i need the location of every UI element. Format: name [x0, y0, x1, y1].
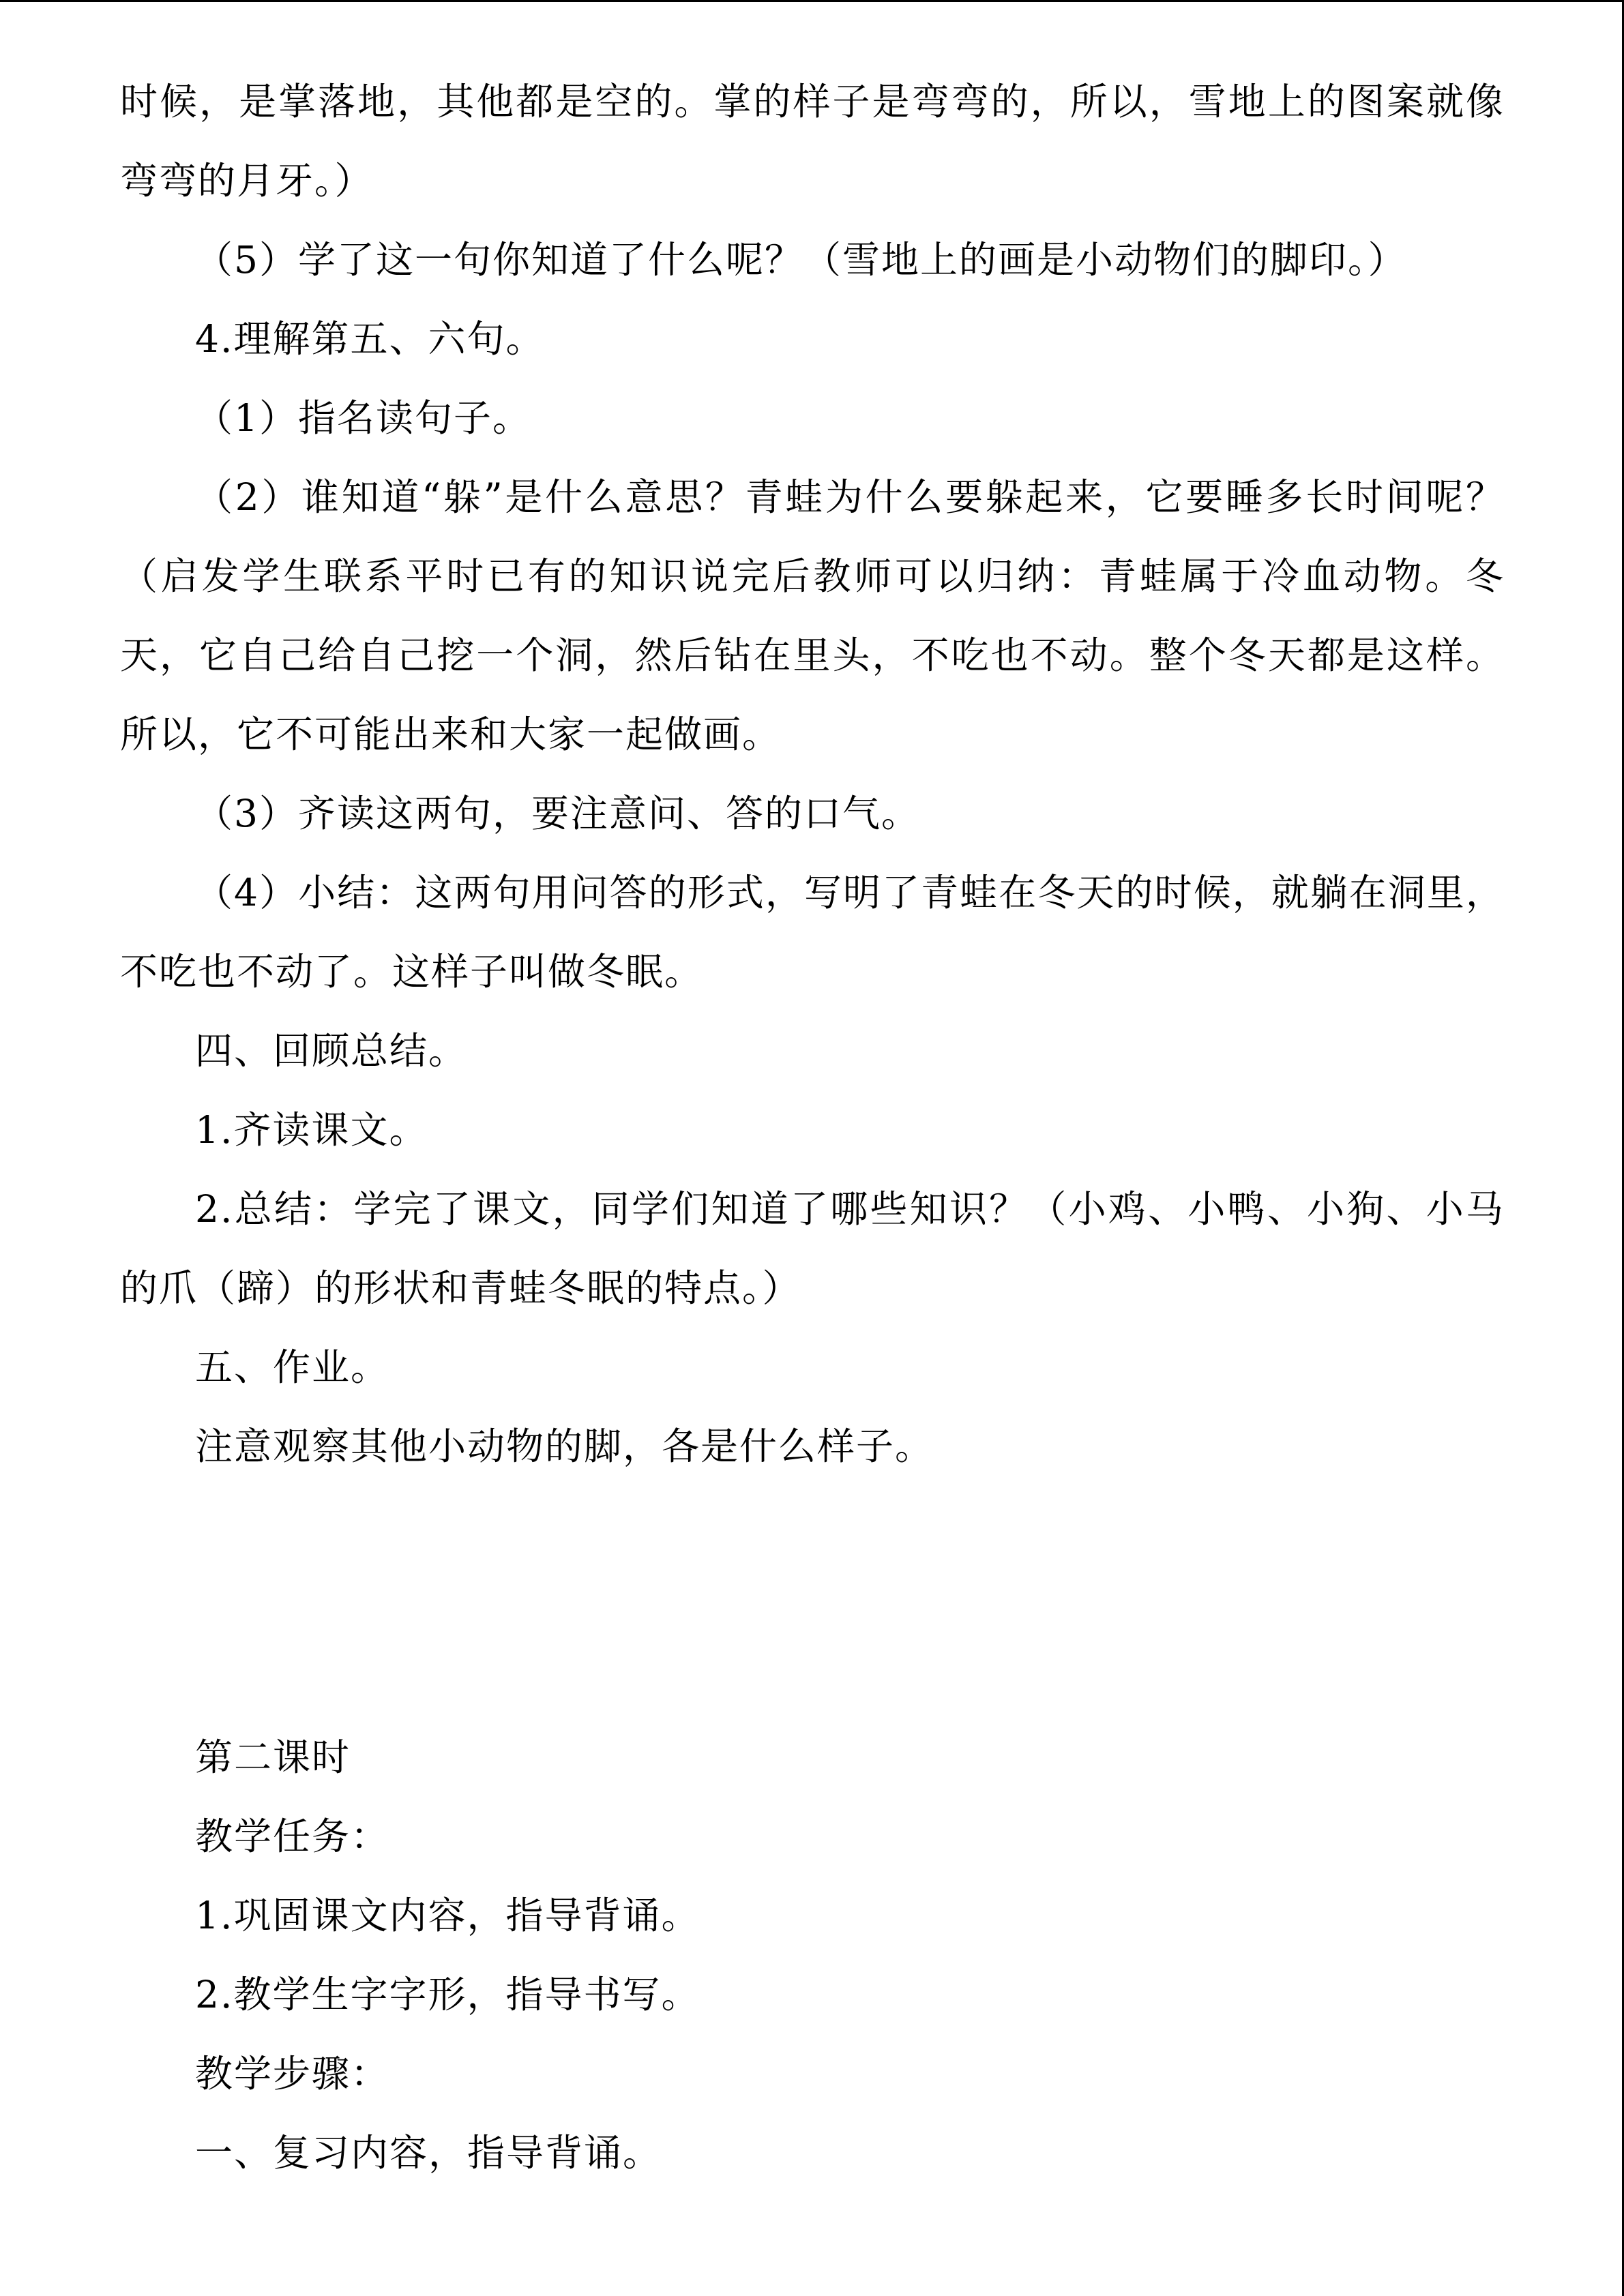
paragraph: （1）指名读句子。 — [195, 396, 531, 440]
paragraph: 2.教学生字字形，指导书写。 — [195, 1973, 700, 2016]
paragraph: 时候，是掌落地，其他都是空的。掌的样子是弯弯的，所以，雪地上的图案就像弯弯的月牙。） — [120, 80, 1505, 203]
section-heading: 四、回顾总结。 — [195, 1029, 468, 1073]
lesson-title: 第二课时 — [195, 1735, 351, 1779]
paragraph: （2）谁知道“躲”是什么意思？青蛙为什么要躲起来，它要睡多长时间呢？（启发学生联系平时已有的知识说完后教师可以归纳：青蛙属于冷血动物。冬天，它自己给自己挖一个洞，然后钻在里头，不吃也不动。整个冬天都是这样。所以，它不可能出来和大家一起做画。 — [120, 475, 1505, 756]
paragraph: 1.齐读课文。 — [195, 1108, 428, 1152]
paragraph: 4.理解第五、六句。 — [195, 317, 545, 361]
section-top — [120, 62, 1505, 1486]
section-heading: 五、作业。 — [195, 1345, 390, 1389]
section-heading: 教学步骤： — [195, 2052, 390, 2096]
section-heading: 教学任务： — [195, 1815, 390, 1858]
paragraph: 1.巩固课文内容，指导背诵。 — [195, 1894, 700, 1937]
paragraph: （5）学了这一句你知道了什么呢？（雪地上的画是小动物们的脚印。） — [195, 238, 1407, 282]
section-bottom — [120, 1718, 1505, 2192]
paragraph: （4）小结：这两句用问答的形式，写明了青蛙在冬天的时候，就躺在洞里，不吃也不动了。这样子叫做冬眠。 — [120, 871, 1505, 994]
document-body — [120, 62, 1505, 2192]
section-spacer — [120, 1486, 1505, 1718]
section-heading: 一、复习内容，指导背诵。 — [195, 2131, 662, 2175]
paragraph: 2.总结：学完了课文，同学们知道了哪些知识？（小鸡、小鸭、小狗、小马的爪（蹄）的形状和青蛙冬眠的特点。） — [120, 1187, 1505, 1310]
paragraph: 注意观察其他小动物的脚，各是什么样子。 — [195, 1425, 934, 1468]
paragraph: （3）齐读这两句，要注意问、答的口气。 — [195, 792, 920, 835]
